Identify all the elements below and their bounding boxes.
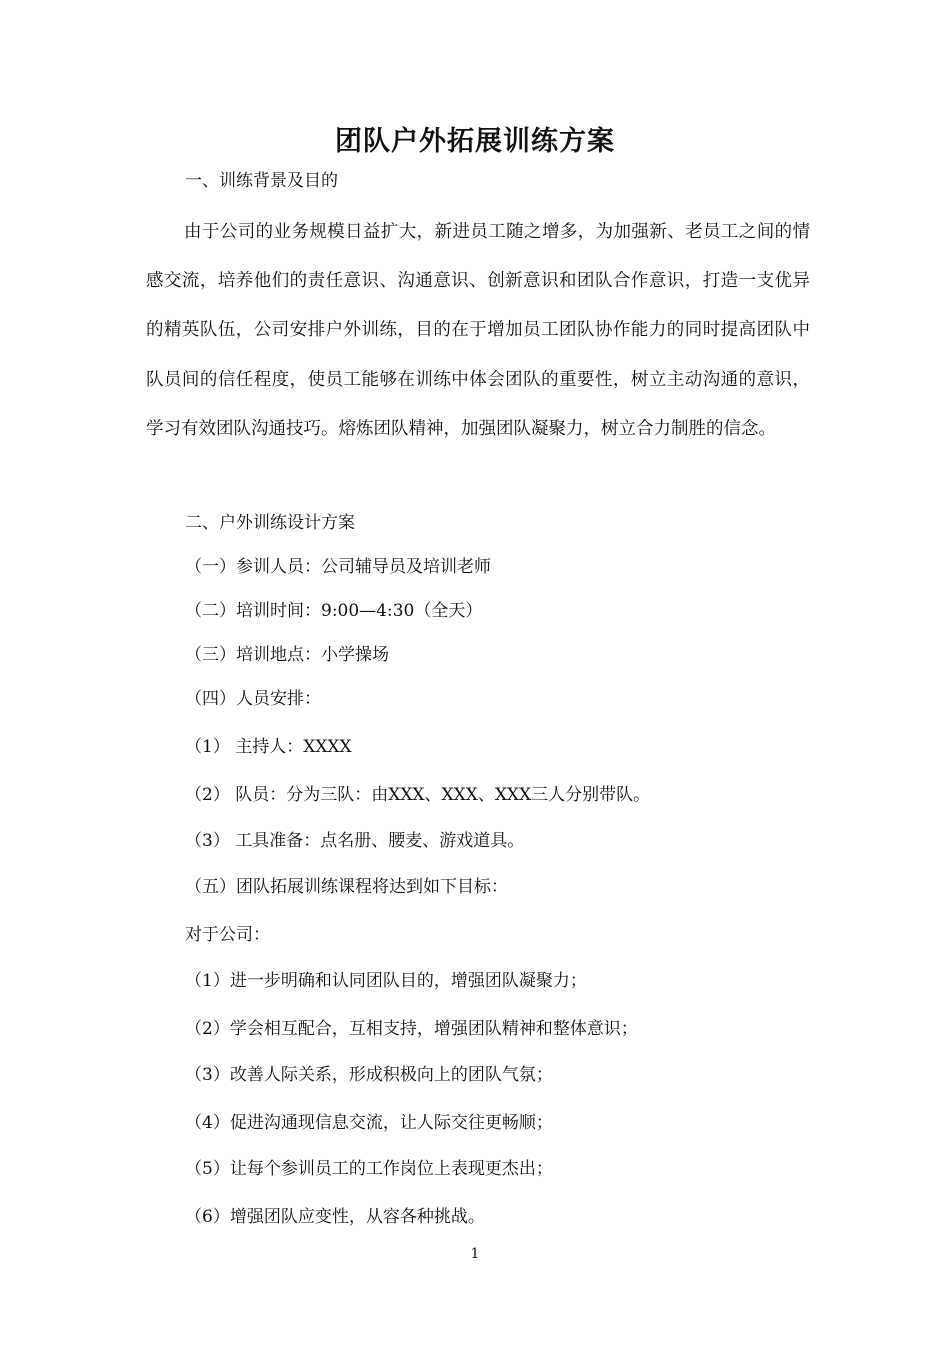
section-heading-background: 一、训练背景及目的 — [185, 171, 338, 191]
item-tools: （3） 工具准备：点名册、腰麦、游戏道具。 — [185, 831, 525, 851]
goal-item: （3）改善人际关系，形成积极向上的团队气氛； — [185, 1065, 553, 1085]
goal-item: （5）让每个参训员工的工作岗位上表现更杰出； — [185, 1159, 553, 1179]
item-staffing: （四）人员安排： — [185, 689, 321, 709]
goal-item: （2）学会相互配合，互相支持，增强团队精神和整体意识； — [185, 1019, 638, 1039]
document-title: 团队户外拓展训练方案 — [335, 126, 615, 157]
section-heading-design: 二、户外训练设计方案 — [185, 513, 355, 533]
goal-item: （6）增强团队应变性，从容各种挑战。 — [185, 1207, 485, 1227]
item-team-members: （2） 队员：分为三队：由XXX、XXX、XXX三人分别带队。 — [185, 785, 651, 805]
item-goals-heading: （五）团队拓展训练课程将达到如下目标： — [185, 877, 508, 897]
item-training-time: （二）培训时间：9:00—4:30（全天） — [185, 601, 483, 621]
item-host: （1） 主持人：XXXX — [185, 737, 352, 757]
item-training-location: （三）培训地点：小学操场 — [185, 645, 389, 665]
item-for-company: 对于公司： — [185, 925, 270, 945]
page-number: 1 — [470, 1246, 480, 1262]
item-participants: （一）参训人员：公司辅导员及培训老师 — [185, 557, 491, 577]
goal-item: （4）促进沟通现信息交流，让人际交往更畅顺； — [185, 1113, 553, 1133]
goal-item: （1）进一步明确和认同团队目的，增强团队凝聚力； — [185, 971, 587, 991]
background-paragraph: 由于公司的业务规模日益扩大，新进员工随之增多，为加强新、老员工之间的情感交流，培养他们的责任意识、沟通意识、创新意识和团队合作意识，打造一支优异的精英队伍，公司安排户外训练，目的在于增加员工团队协作能力的同时提高团队中队员间的信任程度，使员工能够在训练中体会团队的重要性，树立主动沟通的意识，学习有效团队沟通技巧。熔炼团队精神，加强团队凝聚力，树立合力制胜的信念。 — [146, 222, 810, 439]
